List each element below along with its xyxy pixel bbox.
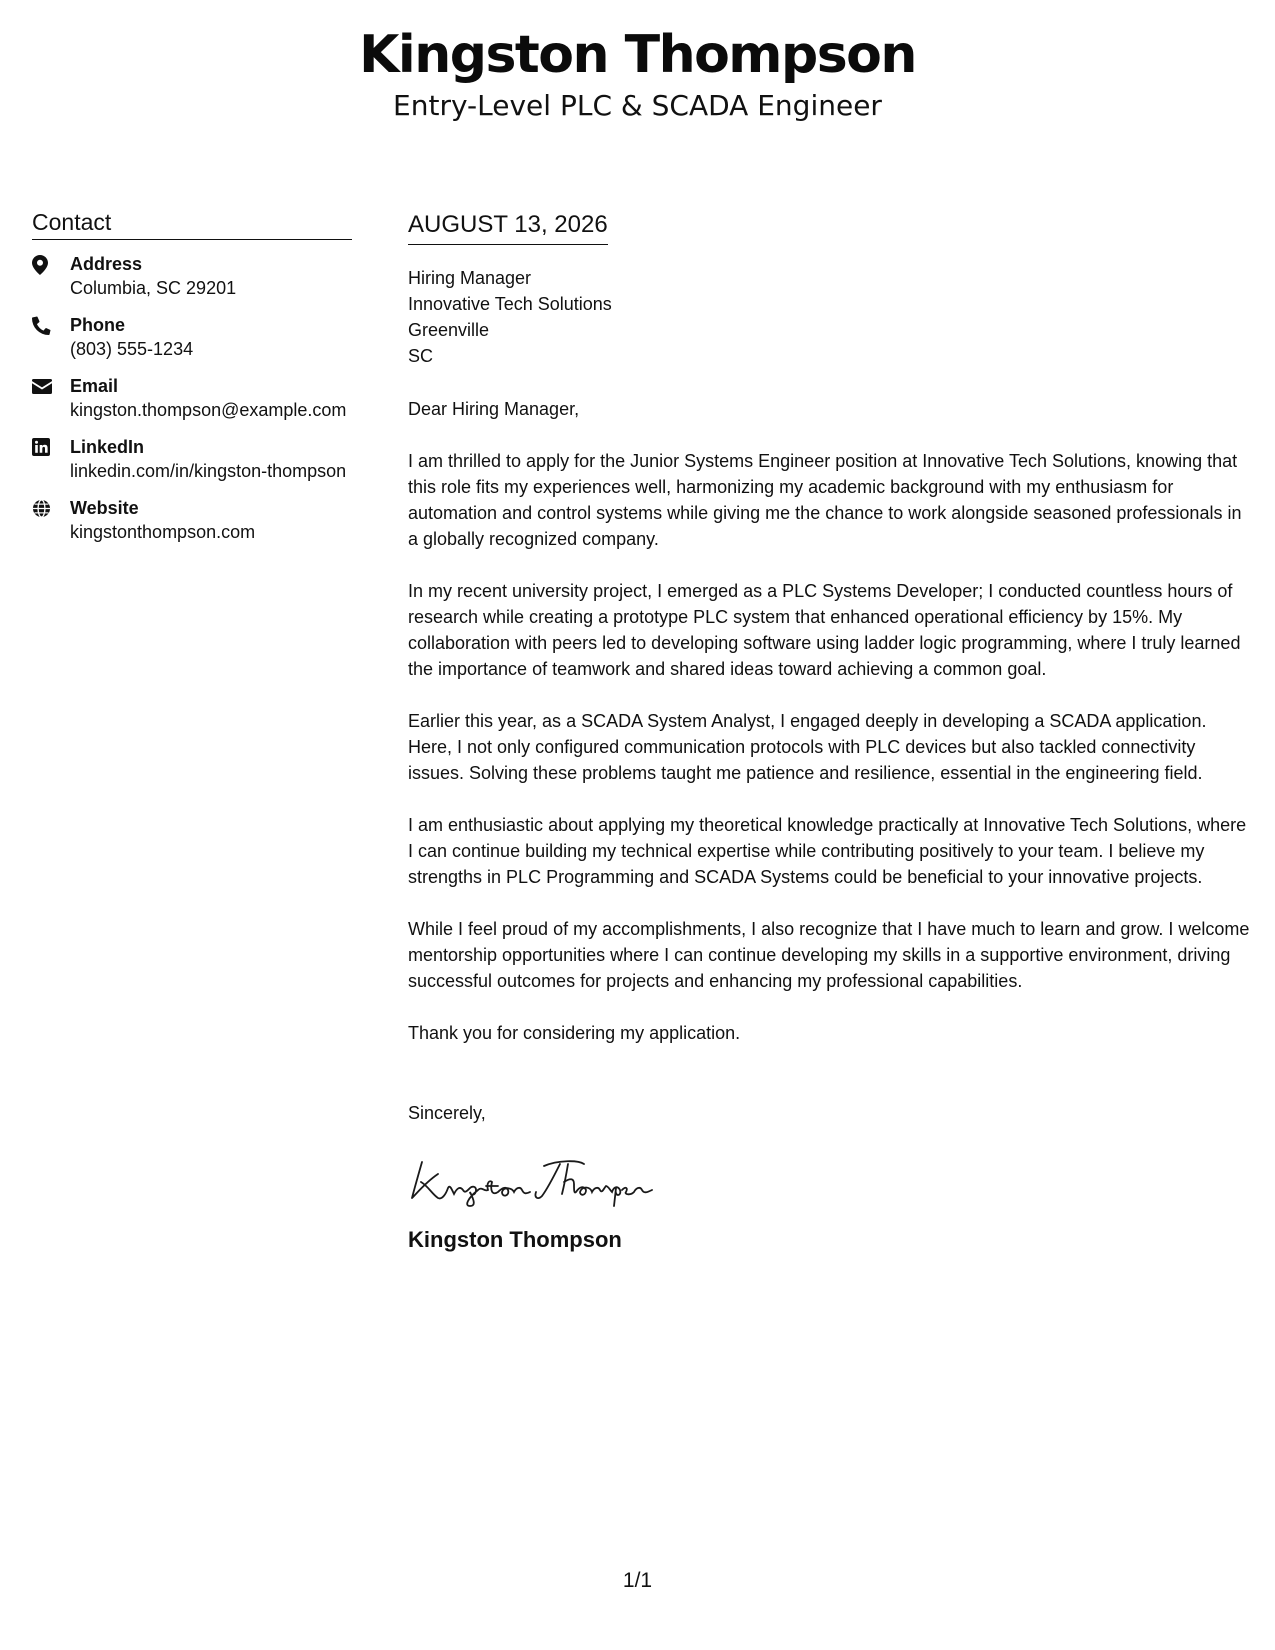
body-paragraph: Earlier this year, as a SCADA System Analyst, I engaged deeply in developing a SCADA application. Here, I not only configured communication protocols with PLC devices but also tackled connectivity issues. Solving these problems taught me patience and resilience, essential in the engineering field. [408,711,1207,783]
contact-item-phone [32,313,352,362]
address-label: Address [70,254,143,274]
email-label: Email [70,376,119,396]
linkedin-icon [32,435,70,484]
letter-date: AUGUST 13, 2026 [408,210,608,245]
contact-item-email [32,374,352,423]
salutation: Dear Hiring Manager, [408,399,580,419]
contact-sidebar [32,208,352,545]
contact-item-linkedin [32,435,352,484]
phone-label: Phone [70,315,126,335]
recipient-line: SC [408,346,434,366]
page-number: 1/1 [622,1569,653,1592]
email-value: kingston.thompson@example.com [70,400,347,420]
linkedin-label: LinkedIn [70,437,145,457]
body-paragraph: I am thrilled to apply for the Junior Systems Engineer position at Innovative Tech Solutions, knowing that this role fits my experiences well, harmonizing my academic background with my enthusiasm for automation and control systems while giving me the chance to work alongside seasoned professionals in a globally recognized company. [408,451,1242,549]
map-pin-icon [32,252,70,301]
recipient-block [408,265,1254,369]
applicant-role: Entry-Level PLC & SCADA Engineer [393,89,882,122]
globe-icon [32,496,70,545]
linkedin-value: linkedin.com/in/kingston-thompson [70,461,347,481]
contact-heading: Contact [32,208,352,240]
letter-body [408,210,1254,1254]
closing: Sincerely, [408,1103,486,1123]
recipient-line: Innovative Tech Solutions [408,294,612,314]
body-paragraph: In my recent university project, I emerged as a PLC Systems Developer; I conducted countless hours of research while creating a prototype PLC system that enhanced operational efficiency by 15%. My collaboration with peers led to developing software using ladder logic programming, where I truly learned the importance of teamwork and shared ideas toward achieving a common goal. [408,581,1241,679]
body-paragraph: I am enthusiastic about applying my theoretical knowledge practically at Innovative Tech Solutions, where I can continue building my technical expertise while contributing positively to your team. I believe my strengths in PLC Programming and SCADA Systems could be beneficial to your innovative projects. [408,815,1247,887]
contact-item-address [32,252,352,301]
body-paragraph: Thank you for considering my application. [408,1023,741,1043]
phone-icon [32,313,70,362]
website-label: Website [70,498,139,518]
phone-value: (803) 555-1234 [70,339,194,359]
handwritten-signature [408,1152,1254,1208]
envelope-icon [32,374,70,423]
body-paragraph: While I feel proud of my accomplishments, I also recognize that I have much to learn and grow. I welcome mentorship opportunities where I can continue developing my skills in a supportive environment, driving successful outcomes for projects and enhancing my professional capabilities. [408,919,1250,991]
address-value: Columbia, SC 29201 [70,278,237,298]
contact-item-website [32,496,352,545]
recipient-line: Hiring Manager [408,268,532,288]
applicant-name: Kingston Thompson [359,25,916,85]
signer-name: Kingston Thompson [408,1227,622,1252]
letter-header [0,24,1275,124]
website-value: kingstonthompson.com [70,522,256,542]
recipient-line: Greenville [408,320,490,340]
